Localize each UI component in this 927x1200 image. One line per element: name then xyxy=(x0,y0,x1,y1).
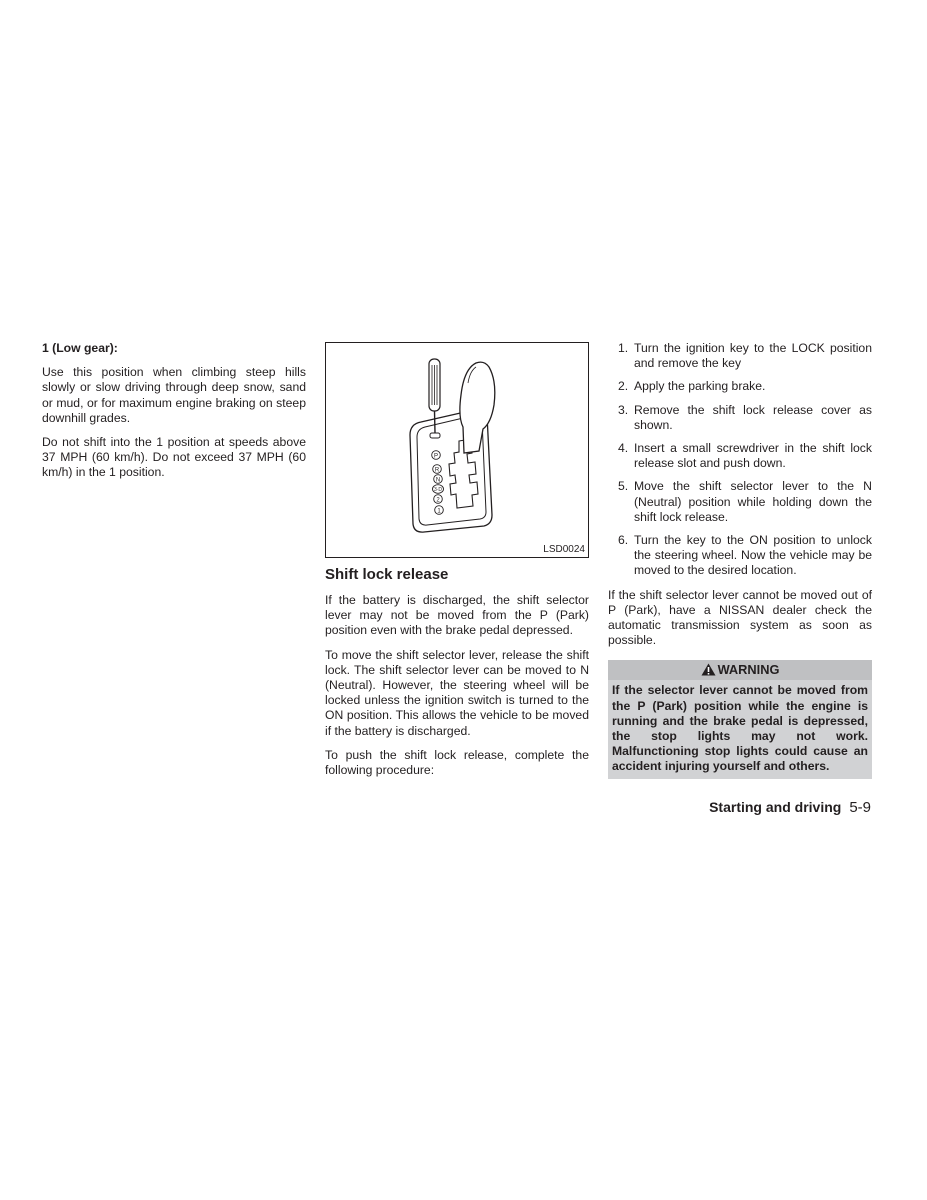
step-3: 3. Remove the shift lock release cover as shown. xyxy=(618,402,872,432)
low-gear-paragraph-1: Use this position when climbing steep hills slowly or slow driving through deep snow, sand or mud, or for maximum engine braking on steep downhill grades. xyxy=(42,365,306,425)
step-4: 4. Insert a small screwdriver in the shift lock release slot and push down. xyxy=(618,441,872,471)
procedure-steps xyxy=(608,341,872,579)
svg-text:N: N xyxy=(435,477,441,484)
gear-mark-3d xyxy=(433,485,444,494)
section-title: Shift lock release xyxy=(325,566,449,583)
step-6: 6. Turn the key to the ON position to unlock the steering wheel. Now the vehicle may be moved to the desired location. xyxy=(618,533,872,578)
svg-text:3·D: 3·D xyxy=(433,487,443,494)
warning-title: WARNING xyxy=(717,662,780,678)
figure-label: LSD0024 xyxy=(543,544,585,555)
shift-lock-paragraph-1: If the battery is discharged, the shift selector lever may not be moved from the P (Park) position even with the brake pedal depressed. xyxy=(325,593,589,638)
gear-mark-2 xyxy=(434,495,443,504)
left-column xyxy=(42,341,306,490)
shift-lever-knob xyxy=(460,362,495,453)
gear-mark-r xyxy=(433,465,442,474)
svg-text:2: 2 xyxy=(436,497,440,504)
shift-lock-paragraph-3: To push the shift lock release, complete the following procedure: xyxy=(325,747,589,778)
warning-box xyxy=(608,660,872,778)
low-gear-heading: 1 (Low gear): xyxy=(42,341,118,355)
step-5: 5. Move the shift selector lever to the N (Neutral) position while holding down the shift lock release. xyxy=(618,479,872,524)
warning-triangle-icon xyxy=(701,663,716,676)
gear-mark-1 xyxy=(435,506,444,515)
shift-lock-illustration xyxy=(326,343,588,557)
step-2: 2. Apply the parking brake. xyxy=(618,379,766,394)
svg-text:P: P xyxy=(433,453,439,460)
screwdriver-shaft xyxy=(435,411,436,433)
page-footer xyxy=(709,799,871,816)
dealer-note: If the shift selector lever cannot be moved out of P (Park), have a NISSAN dealer check the automatic transmission system as soon as possible. xyxy=(608,587,872,648)
page-number: 5-9 xyxy=(849,799,871,816)
warning-header xyxy=(608,660,872,680)
gear-mark-n xyxy=(434,475,443,484)
middle-column xyxy=(325,342,589,787)
step-1: 1. Turn the ignition key to the LOCK position and remove the key xyxy=(618,341,872,371)
gear-mark-p xyxy=(432,451,441,460)
svg-text:R: R xyxy=(434,467,440,474)
shift-lock-paragraph-2: To move the shift selector lever, release the shift lock. The shift selector lever can be moved to N (Neutral). However, the steering wheel will be locked unless the ignition switch is turned to the ON position. This allows the vehicle to be moved if the battery is discharged. xyxy=(325,647,589,738)
footer-section-title: Starting and driving xyxy=(709,799,842,815)
right-column xyxy=(608,341,872,779)
low-gear-paragraph-2: Do not shift into the 1 position at speeds above 37 MPH (60 km/h). Do not exceed 37 MPH (60 km/h) in the 1 position. xyxy=(42,435,306,480)
shift-lock-release-slot xyxy=(430,433,440,438)
middle-text xyxy=(325,593,589,778)
warning-text: If the selector lever cannot be moved from the P (Park) position while the engine is running and the brake pedal is depressed, the stop lights may not work. Malfunctioning stop lights could cause an accident injuring yourself and others. xyxy=(612,683,868,774)
shift-lock-figure xyxy=(325,342,589,558)
svg-text:1: 1 xyxy=(437,508,441,515)
